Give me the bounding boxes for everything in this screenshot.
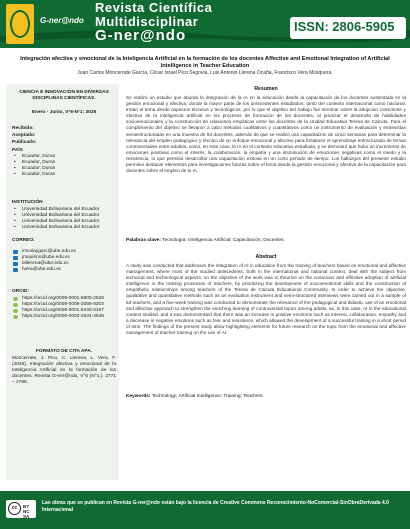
article-info-sidebar — [6, 84, 119, 480]
resumen-body: Se realizó un estudio que aborda la integración de la IA en la educación desde la capacitación de los docentes sustentada en la gestión emocional y afectiva, donde la mayor parte de los antecedentes estudiados, tanto del contexto internacional como nacional, tratan el tema desde aspectos técnicos y tecnológicos, por lo que el objetivo del trabajo fue terminar sobre la adopción consciente y efectiva de la inteligencia artificial en los procesos de formación de los docentes, al priorizar el desarrollo de habilidades socioemocionales y la construcción de relaciones empáticas entre los docentes de la Unidad Educativa Teresa de Calcuta. Para el cumplimiento del objetivo se llevaron a cabo métodos cualitativos y cuantitativos como un instrumento de evaluación y entrevistas semiestructuradas en una muestra de 53 docentes, además de que se realizó una capacitación de cinco semanas para determinar la relevancia del empleo pedagógico y técnico de un enfoque emocional y afectivo para fortalecer el aprendizaje entrecruzado de temas controversiales entre adultos, como, en este caso, la IA en el contexto educativo estudiado, y se demostró que hubo un incremento de emociones positivas como el interés, la colaboración, la empatía y una disminución de emociones negativas como el miedo y la resistencia, lo que permitió desarrollar una capacitación exitosa en un corto periodo de tiempo. Los hallazgos del presente estudio permiten destacar elementos para investigaciones futuras sobre el tema desde la gestión emocional y afectiva de la capacitación para docentes sobre el empleo de la IA. — [126, 95, 406, 174]
date-accepted: Aceptado: — [12, 133, 36, 138]
orcid-list — [12, 296, 116, 320]
list-item: • Universidad Bolivariana del Ecuador — [12, 225, 116, 231]
correo-list — [12, 249, 116, 273]
orcid-icon — [13, 309, 18, 313]
list-item: • Universidad Bolivariana del Ecuador — [12, 213, 116, 219]
resumen-heading: Resumen — [254, 86, 278, 92]
palabras-clave-text: Tecnología; Inteligencia Artificial; Capacitación; Docentes. — [162, 238, 285, 243]
abstract-body: A study was conducted that addresses the integration of AI in education from the training of teachers based on emotional and affective management, where most of the studied antecedents, both in the international and national context, deal with the subject from technical and technological aspects, so the objective of the work was to theorize on the conscious and effective adoption of artificial intelligence in the training processes of teachers, by prioritizing the development of socioemotional skills and the construction of empathetic relationships among teachers of the Teresa de Calcuta Educational Community. In order to achieve the objective, qualitative and quantitative methods such as an evaluation instrument and semi-structured interviews were carried out in a sample of 53 teachers, and a five-week training was conducted to demonstrate the relevance of the pedagogical and didactic use of an emotional and affective approach to strengthen the enriching learning of controversial topics among adults, as, in this case, AI in the educational context studied, and it was demonstrated that there was an increase in positive emotions such as interest, collaboration, empathy and a decrease in negative emotions such as fear and resistance, which allowed the development of a successful training in a short period of time. The findings of the present study allow highlighting elements for future research on the topic from the emotional and affective management of teacher training on the use of AI. — [126, 263, 406, 336]
sidebar-section-title: CIENCIA E INNOVACIÓN EN DIVERSAS DISCIPLINAS CIENTÍFICAS. — [19, 90, 109, 101]
cc-mark: cc — [8, 502, 21, 515]
journal-logo — [6, 4, 34, 44]
list-item: • Universidad Bolivariana del Ecuador — [12, 219, 116, 225]
list-item: • Universidad Bolivariana del Ecuador — [12, 207, 116, 213]
license-footer — [0, 491, 410, 529]
keywords-text: Technology; Artificial Intelligence; Training; Teachers. — [151, 394, 264, 399]
issn-badge — [290, 17, 406, 39]
journal-header — [0, 0, 410, 48]
pais-label: PAÍS — [12, 148, 23, 153]
orcid-icon — [13, 297, 18, 301]
list-item: • Ecuador, Duran — [12, 154, 116, 160]
orcid-link[interactable]: https://orcid.org/0009-0001-6440-0167 — [22, 308, 104, 313]
pais-list — [12, 154, 116, 178]
abstract-heading: Abstract — [255, 254, 277, 260]
email-icon — [13, 250, 18, 254]
institucion-label: INSTITUCIÓN — [12, 200, 43, 205]
sidebar-issue: Enero - Junio, V°6-N°1; 2025 — [31, 110, 97, 115]
correo-label: CORREO: — [12, 238, 35, 243]
email-link[interactable]: imcelaygarc@ube.edu.ec — [22, 249, 77, 254]
article-title: Integración afectiva y emocional de la Inteligencia Artificial en la formación de los docentes Affective and Emotional Integration of Artificial Intelligence in Teacher Education — [20, 56, 390, 69]
palabras-clave-label: Palabras clave: — [126, 238, 161, 243]
logo-emblem-icon — [10, 10, 30, 38]
cc-by-nc-sa-icon[interactable] — [6, 500, 36, 518]
email-link[interactable]: lallerena@ube.edu.ec — [22, 261, 69, 266]
date-published: Publicado: — [12, 140, 37, 145]
date-received: Recibido: — [12, 126, 34, 131]
keywords-label: Keywords: — [126, 394, 151, 399]
cite-text: Moncerrate, J. Pico, C. Llerena, L. Vera, F. (2025). Integración afectiva y emocional de la Inteligencia Artificial en la formación de los docentes. Revista G-ner@ndo, V°6 (N°1,). 2771 – 2788. — [12, 356, 116, 385]
keywords — [126, 394, 406, 399]
orcid-icon — [13, 315, 18, 319]
list-item: • Ecuador, Duran — [12, 166, 116, 172]
journal-brand-small: G-ner@ndo — [40, 16, 84, 25]
article-authors: Juan Carlos Moncerrate García, César Israel Pico Segovia, Luis Antonio Llerena Ocaña, Francisco Vera Mosquera. — [77, 70, 333, 76]
license-text: Las obras que se publican en Revista G-ner@ndo están bajo la licencia de Creative Commons Reconocimiento-NoComercial-SinObraDerivada 4.0 Internacional — [42, 500, 389, 513]
list-item: • Ecuador, Duran — [12, 172, 116, 178]
orcid-label: ORCID: — [12, 289, 30, 294]
email-link[interactable]: fvera@ube.edu.ec — [22, 267, 62, 272]
list-item: • Ecuador, Duran — [12, 160, 116, 166]
issn-text: ISSN: 2806-5905 — [294, 19, 395, 34]
orcid-link[interactable]: https://orcid.org/0009-0003-2634-4638 — [22, 314, 104, 319]
list-item[interactable] — [12, 314, 116, 320]
email-link[interactable]: jmquirino@ube.edu.ec — [22, 255, 71, 260]
cite-label: FORMATO DE CITA APA. — [35, 349, 93, 354]
orcid-link[interactable]: https://orcid.org/0009-0009-3088-8203 — [22, 302, 104, 307]
list-item[interactable] — [12, 267, 116, 273]
palabras-clave — [126, 238, 406, 243]
orcid-icon — [13, 303, 18, 307]
journal-name-line3: G-ner@ndo — [95, 27, 187, 44]
email-icon — [13, 268, 18, 272]
journal-name-line1: Revista Científica — [95, 0, 213, 15]
cc-mini-label: BY NC SA — [23, 504, 30, 519]
email-icon — [13, 262, 18, 266]
orcid-link[interactable]: https://orcid.org/0009-0001-6800-2529 — [22, 296, 104, 301]
institucion-list — [12, 207, 116, 231]
journal-name-line2: Multidisciplinar — [95, 14, 199, 29]
email-icon — [13, 256, 18, 260]
